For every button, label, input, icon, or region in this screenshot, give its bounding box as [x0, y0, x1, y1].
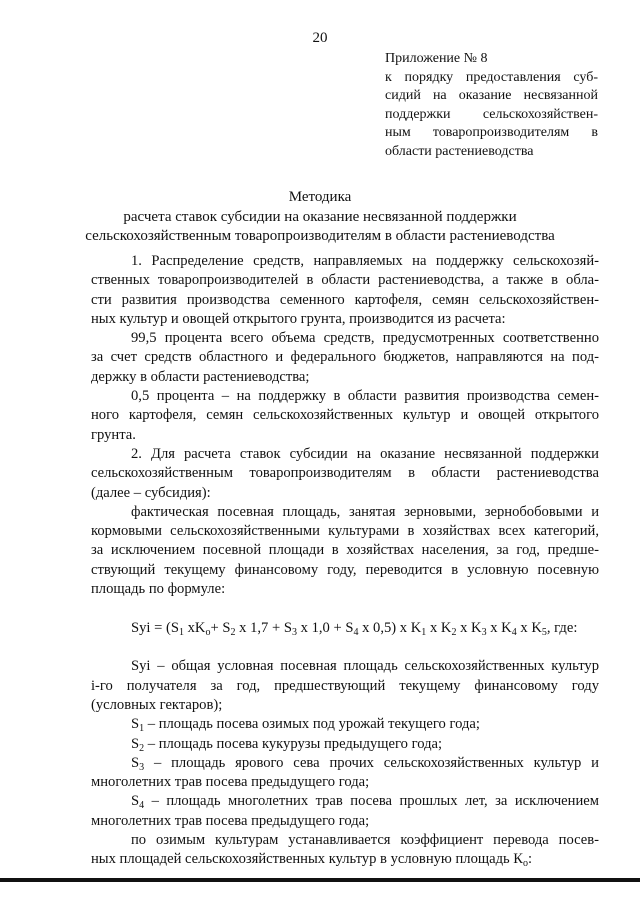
- text-line: i-го получателя за год, предшествующий текущему финансовому году: [91, 677, 599, 694]
- text-line: по озимым культурам устанавливается коэффициент перевода посев-: [131, 832, 599, 849]
- title-line-2: сельскохозяйственным товаропроизводителям в области растениеводства: [85, 228, 555, 244]
- text-line: 99,5 процента всего объема средств, предусмотренных соответственно: [131, 330, 599, 347]
- text-line: $S_4$ – площадь многолетних трав посева прошлых лет, за исключением: [131, 793, 599, 812]
- text-line: многолетних трав посева предыдущего года;: [91, 774, 370, 791]
- text-line: ственных товаропроизводителей в области растениеводства, а также в обла-: [91, 272, 599, 289]
- title-line-1: расчета ставок субсидии на оказание несвязанной поддержки: [123, 209, 517, 225]
- text-line: Syi – общая условная посевная площадь сельскохозяйственных культур: [131, 658, 599, 675]
- page-number: 20: [312, 30, 328, 46]
- appendix-line: сидий на оказание несвязанной: [385, 88, 598, 103]
- text-line: за исключением посевной площади в хозяйствах населения, за год, предше-: [91, 542, 599, 559]
- document-body: [91, 252, 599, 870]
- text-line: кормовыми сельскохозяйственными культурами в хозяйствах всех категорий,: [91, 523, 599, 540]
- text-line: $S_3$ – площадь ярового сева прочих сельскохозяйственных культур и: [131, 754, 599, 773]
- text-line: 1. Распределение средств, направляемых на поддержку сельскохозяй-: [131, 253, 599, 269]
- appendix-note: [385, 50, 598, 161]
- appendix-line: поддержки сельскохозяйствен-: [385, 106, 598, 122]
- text-line: $S_1$ – площадь посева озимых под урожай текущего года;: [131, 716, 480, 735]
- text-line: 0,5 процента – на поддержку в области развития производства семен-: [131, 388, 599, 405]
- document-title: [0, 188, 640, 246]
- text-line: $S_2$ – площадь посева кукурузы предыдущего года;: [131, 735, 443, 754]
- text-line: фактическая посевная площадь, занятая зерновыми, зернобобовыми и: [131, 503, 599, 520]
- text-line: многолетних трав посева предыдущего года;: [91, 812, 370, 829]
- appendix-line: ным товаропроизводителям в: [385, 125, 598, 140]
- text-line: сельскохозяйственным товаропроизводителям в области растениеводства: [91, 465, 599, 482]
- formula: Syi = ($S_1$ $xK_o+ S_2$ x $1,7 + S_3$ x $1,0 + S_4$ x 0,5) x $K_1$ x $K_2$ x $K_3$ x $K_4$ x $K_5$, где:: [131, 620, 578, 639]
- text-line: ного картофеля, семян сельскохозяйственных культур и овощей открытого: [91, 407, 599, 424]
- text-line: держку в области растениеводства;: [91, 368, 310, 385]
- text-line: сти развития производства семенного картофеля, семян сельскохозяйствен-: [91, 291, 599, 308]
- text-line: ствующий текущему финансовому году, переводится в условную посевную: [91, 561, 599, 578]
- text-line: ных культур и овощей открытого грунта, производится из расчета:: [91, 310, 506, 327]
- title-heading: Методика: [288, 189, 352, 205]
- text-line: 2. Для расчета ставок субсидии на оказание несвязанной поддержки: [131, 445, 599, 462]
- text-line: площадь по формуле:: [91, 581, 226, 598]
- text-line: ных площадей сельскохозяйственных культур в условную площадь $К_о$:: [91, 851, 533, 870]
- page-bottom-border: [0, 878, 640, 882]
- text-line: грунта.: [91, 426, 136, 443]
- appendix-line: Приложение № 8: [385, 51, 488, 66]
- appendix-line: области растениеводства: [385, 143, 534, 159]
- text-line: (условных гектаров);: [91, 696, 223, 713]
- text-line: за счет средств областного и федерального бюджетов, направляются на под-: [91, 349, 599, 366]
- appendix-line: к порядку предоставления суб-: [385, 69, 598, 85]
- text-line: (далее – субсидия):: [91, 484, 211, 501]
